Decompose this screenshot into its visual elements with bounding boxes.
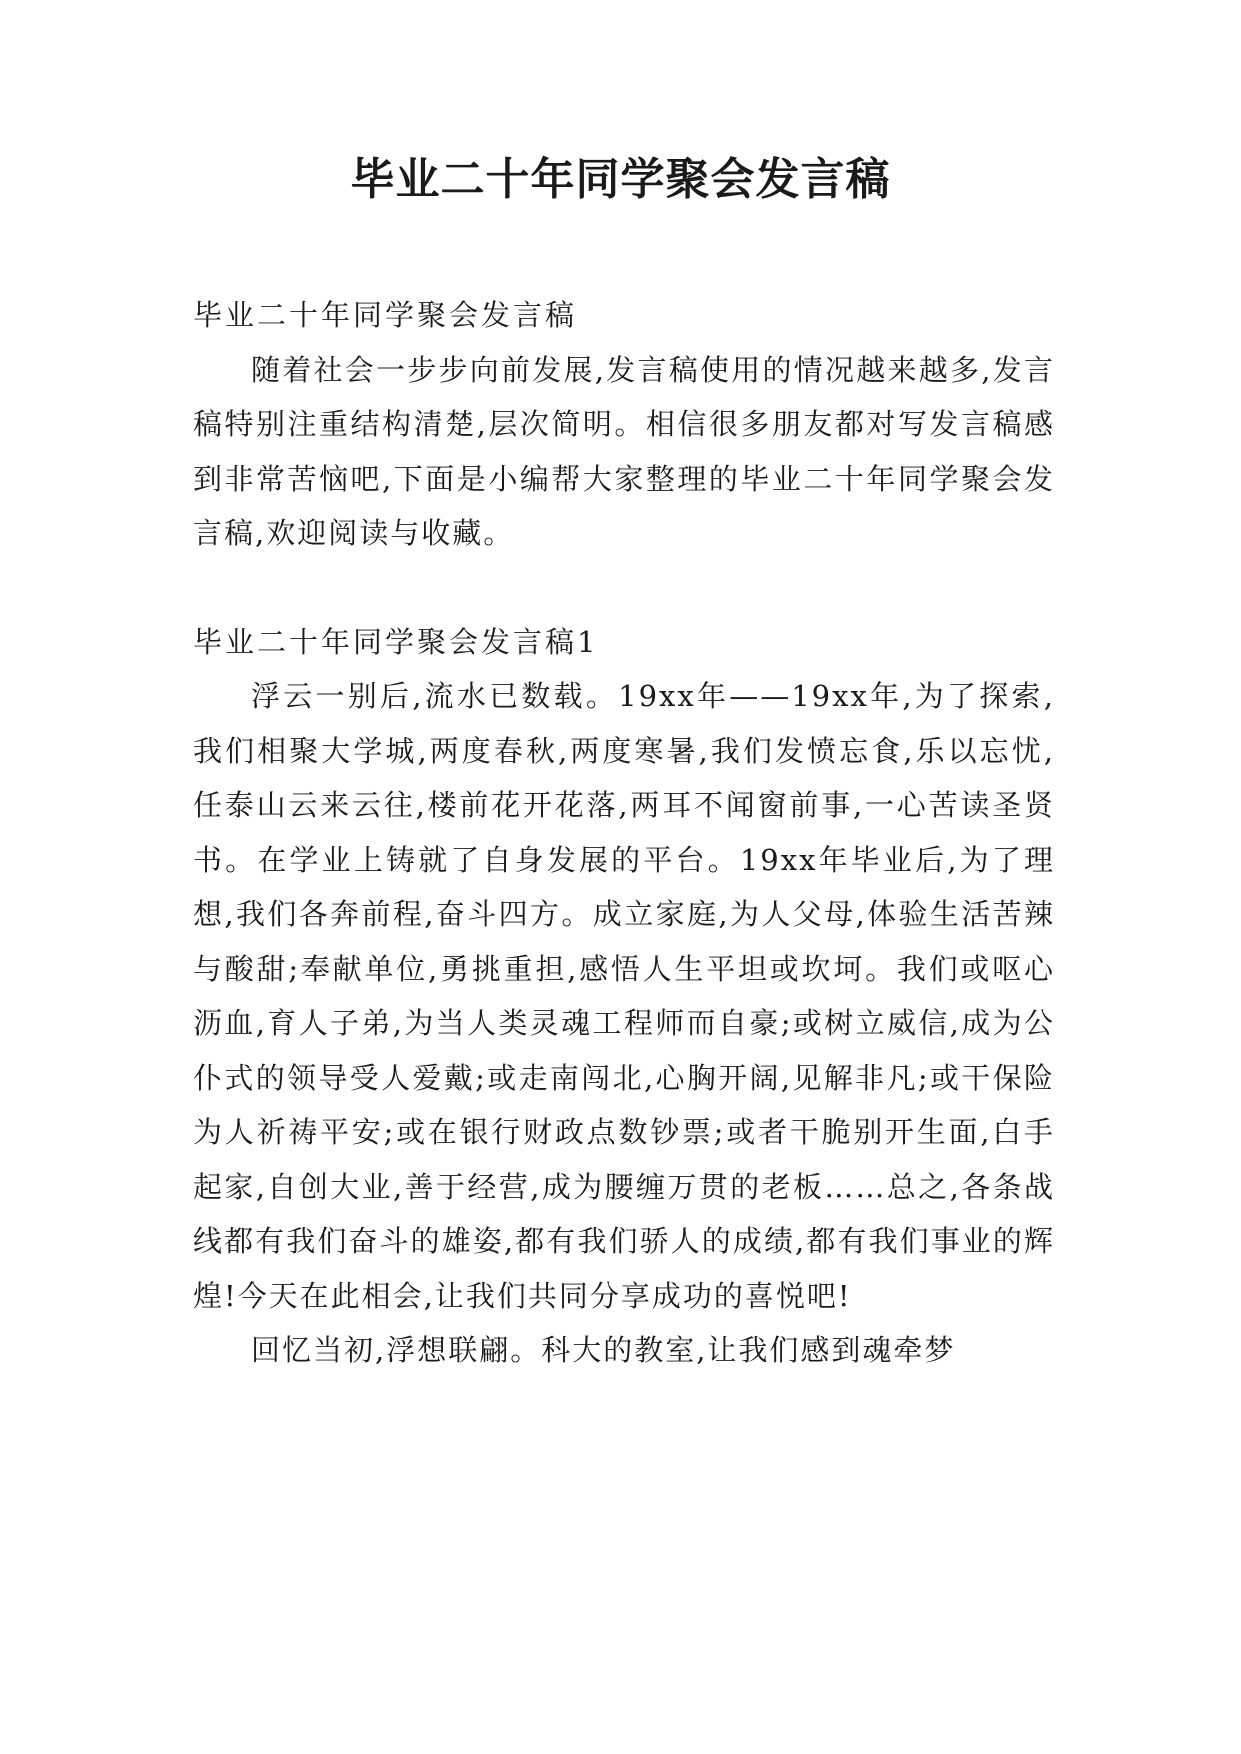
section-heading: 毕业二十年同学聚会发言稿1 [193, 624, 599, 659]
section-paragraph: 浮云一别后,流水已数载。19xx年——19xx年,为了探索,我们相聚大学城,两度春秋,两度寒暑,我们发愤忘食,乐以忘忧,任泰山云来云往,楼前花开花落,两耳不闻窗前事,一心苦读圣贤书。在学业上铸就了自身发展的平台。19xx年毕业后,为了理想,我们各奔前程,奋斗四方。成立家庭,为人父母,体验生活苦辣与酸甜;奉献单位,勇挑重担,感悟人生平坦或坎坷。我们或呕心沥血,育人子弟,为当人类灵魂工程师而自豪;或树立威信,成为公仆式的领导受人爱戴;或走南闯北,心胸开阔,见解非凡;或干保险为人祈祷平安;或在银行财政点数钞票;或者干脆别开生面,白手起家,自创大业,善于经营,成为腰缠万贯的老板……总之,各条战线都有我们奋斗的雄姿,都有我们骄人的成绩,都有我们事业的辉煌!今天在此相会,让我们共同分享成功的喜悦吧! [193, 679, 1055, 1313]
document-body [193, 288, 1055, 1378]
intro-paragraph: 随着社会一步步向前发展,发言稿使用的情况越来越多,发言稿特别注重结构清楚,层次简明。相信很多朋友都对写发言稿感到非常苦恼吧,下面是小编帮大家整理的毕业二十年同学聚会发言稿,欢迎阅读与收藏。 [193, 352, 1055, 550]
section-paragraph-continued: 回忆当初,浮想联翩。科大的教室,让我们感到魂牵梦 [251, 1333, 956, 1367]
paragraph-spacer [193, 561, 1055, 615]
document-title: 毕业二十年同学聚会发言稿 [350, 154, 891, 205]
intro-heading: 毕业二十年同学聚会发言稿 [193, 298, 578, 332]
